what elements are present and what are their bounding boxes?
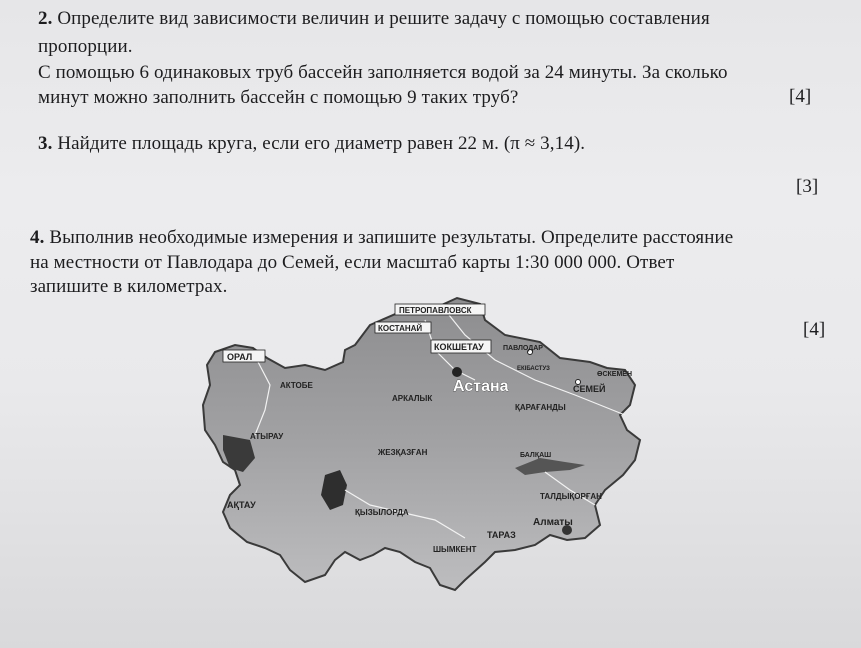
- task4-text1: Выполнив необходимые измерения и запишите результаты. Определите расстояние: [49, 227, 734, 248]
- label-taldykorgan: ТАЛДЫҚОРҒАН: [540, 492, 602, 501]
- task3-points: [3]: [796, 176, 819, 197]
- task3-number: 3.: [38, 133, 53, 154]
- task4-number: 4.: [30, 227, 45, 248]
- label-petropavlovsk: ПЕТРОПАВЛОВСК: [399, 306, 472, 315]
- kazakhstan-map: [195, 290, 665, 600]
- task4-line1: [30, 227, 733, 249]
- task4-line3: запишите в километрах.: [30, 276, 228, 297]
- label-balkash: БАЛҚАШ: [520, 452, 552, 459]
- task4-line2: на местности от Павлодара до Семей, если масштаб карты 1:30 000 000. Ответ: [30, 252, 675, 273]
- label-oral: ОРАЛ: [227, 352, 253, 362]
- task2-number: 2.: [38, 8, 53, 29]
- label-pavlodar: ПАВЛОДАР: [503, 345, 543, 352]
- task3-text1: Найдите площадь круга, если его диаметр равен 22 м. (π ≈ 3,14).: [57, 133, 586, 154]
- label-semei: СЕМЕЙ: [573, 384, 606, 394]
- label-aktau: АҚТАУ: [227, 500, 256, 510]
- label-kokshetau: КОКШЕТАУ: [434, 342, 484, 352]
- label-zhezkazgan: ЖЕЗҚАЗҒАН: [378, 448, 428, 457]
- label-aktobe: АКТОБЕ: [280, 381, 313, 390]
- task2-points: [4]: [789, 86, 812, 107]
- label-kostanai: КОСТАНАЙ: [378, 324, 423, 333]
- label-oskemen: ӨСКЕМЕН: [597, 371, 632, 378]
- label-arkalyk: АРКАЛЫК: [392, 394, 433, 403]
- label-astana: Астана: [453, 378, 509, 395]
- task2-line1: [38, 8, 710, 30]
- label-taraz: ТАРАЗ: [487, 530, 516, 540]
- label-atyrau: АТЫРАУ: [250, 432, 284, 441]
- label-almaty: Алматы: [533, 517, 573, 528]
- label-ekibastuz: ЕКІБАСТУЗ: [517, 366, 550, 372]
- country-outline: [203, 298, 640, 590]
- task2-line3: С помощью 6 одинаковых труб бассейн заполняется водой за 24 минуты. За сколько: [38, 62, 728, 83]
- task2-text1: Определите вид зависимости величин и решите задачу с помощью составления: [57, 8, 710, 29]
- task4-points: [4]: [803, 319, 826, 340]
- label-shymkent: ШЫМКЕНТ: [433, 545, 477, 554]
- label-kyzylorda: ҚЫЗЫЛОРДА: [355, 508, 409, 517]
- task2-line2: пропорции.: [38, 36, 133, 57]
- task3-line1: [38, 133, 585, 155]
- task2-line4: минут можно заполнить бассейн с помощью 9 таких труб?: [38, 87, 519, 108]
- astana-marker: [452, 367, 462, 377]
- label-karagandy: ҚАРАҒАНДЫ: [515, 403, 566, 412]
